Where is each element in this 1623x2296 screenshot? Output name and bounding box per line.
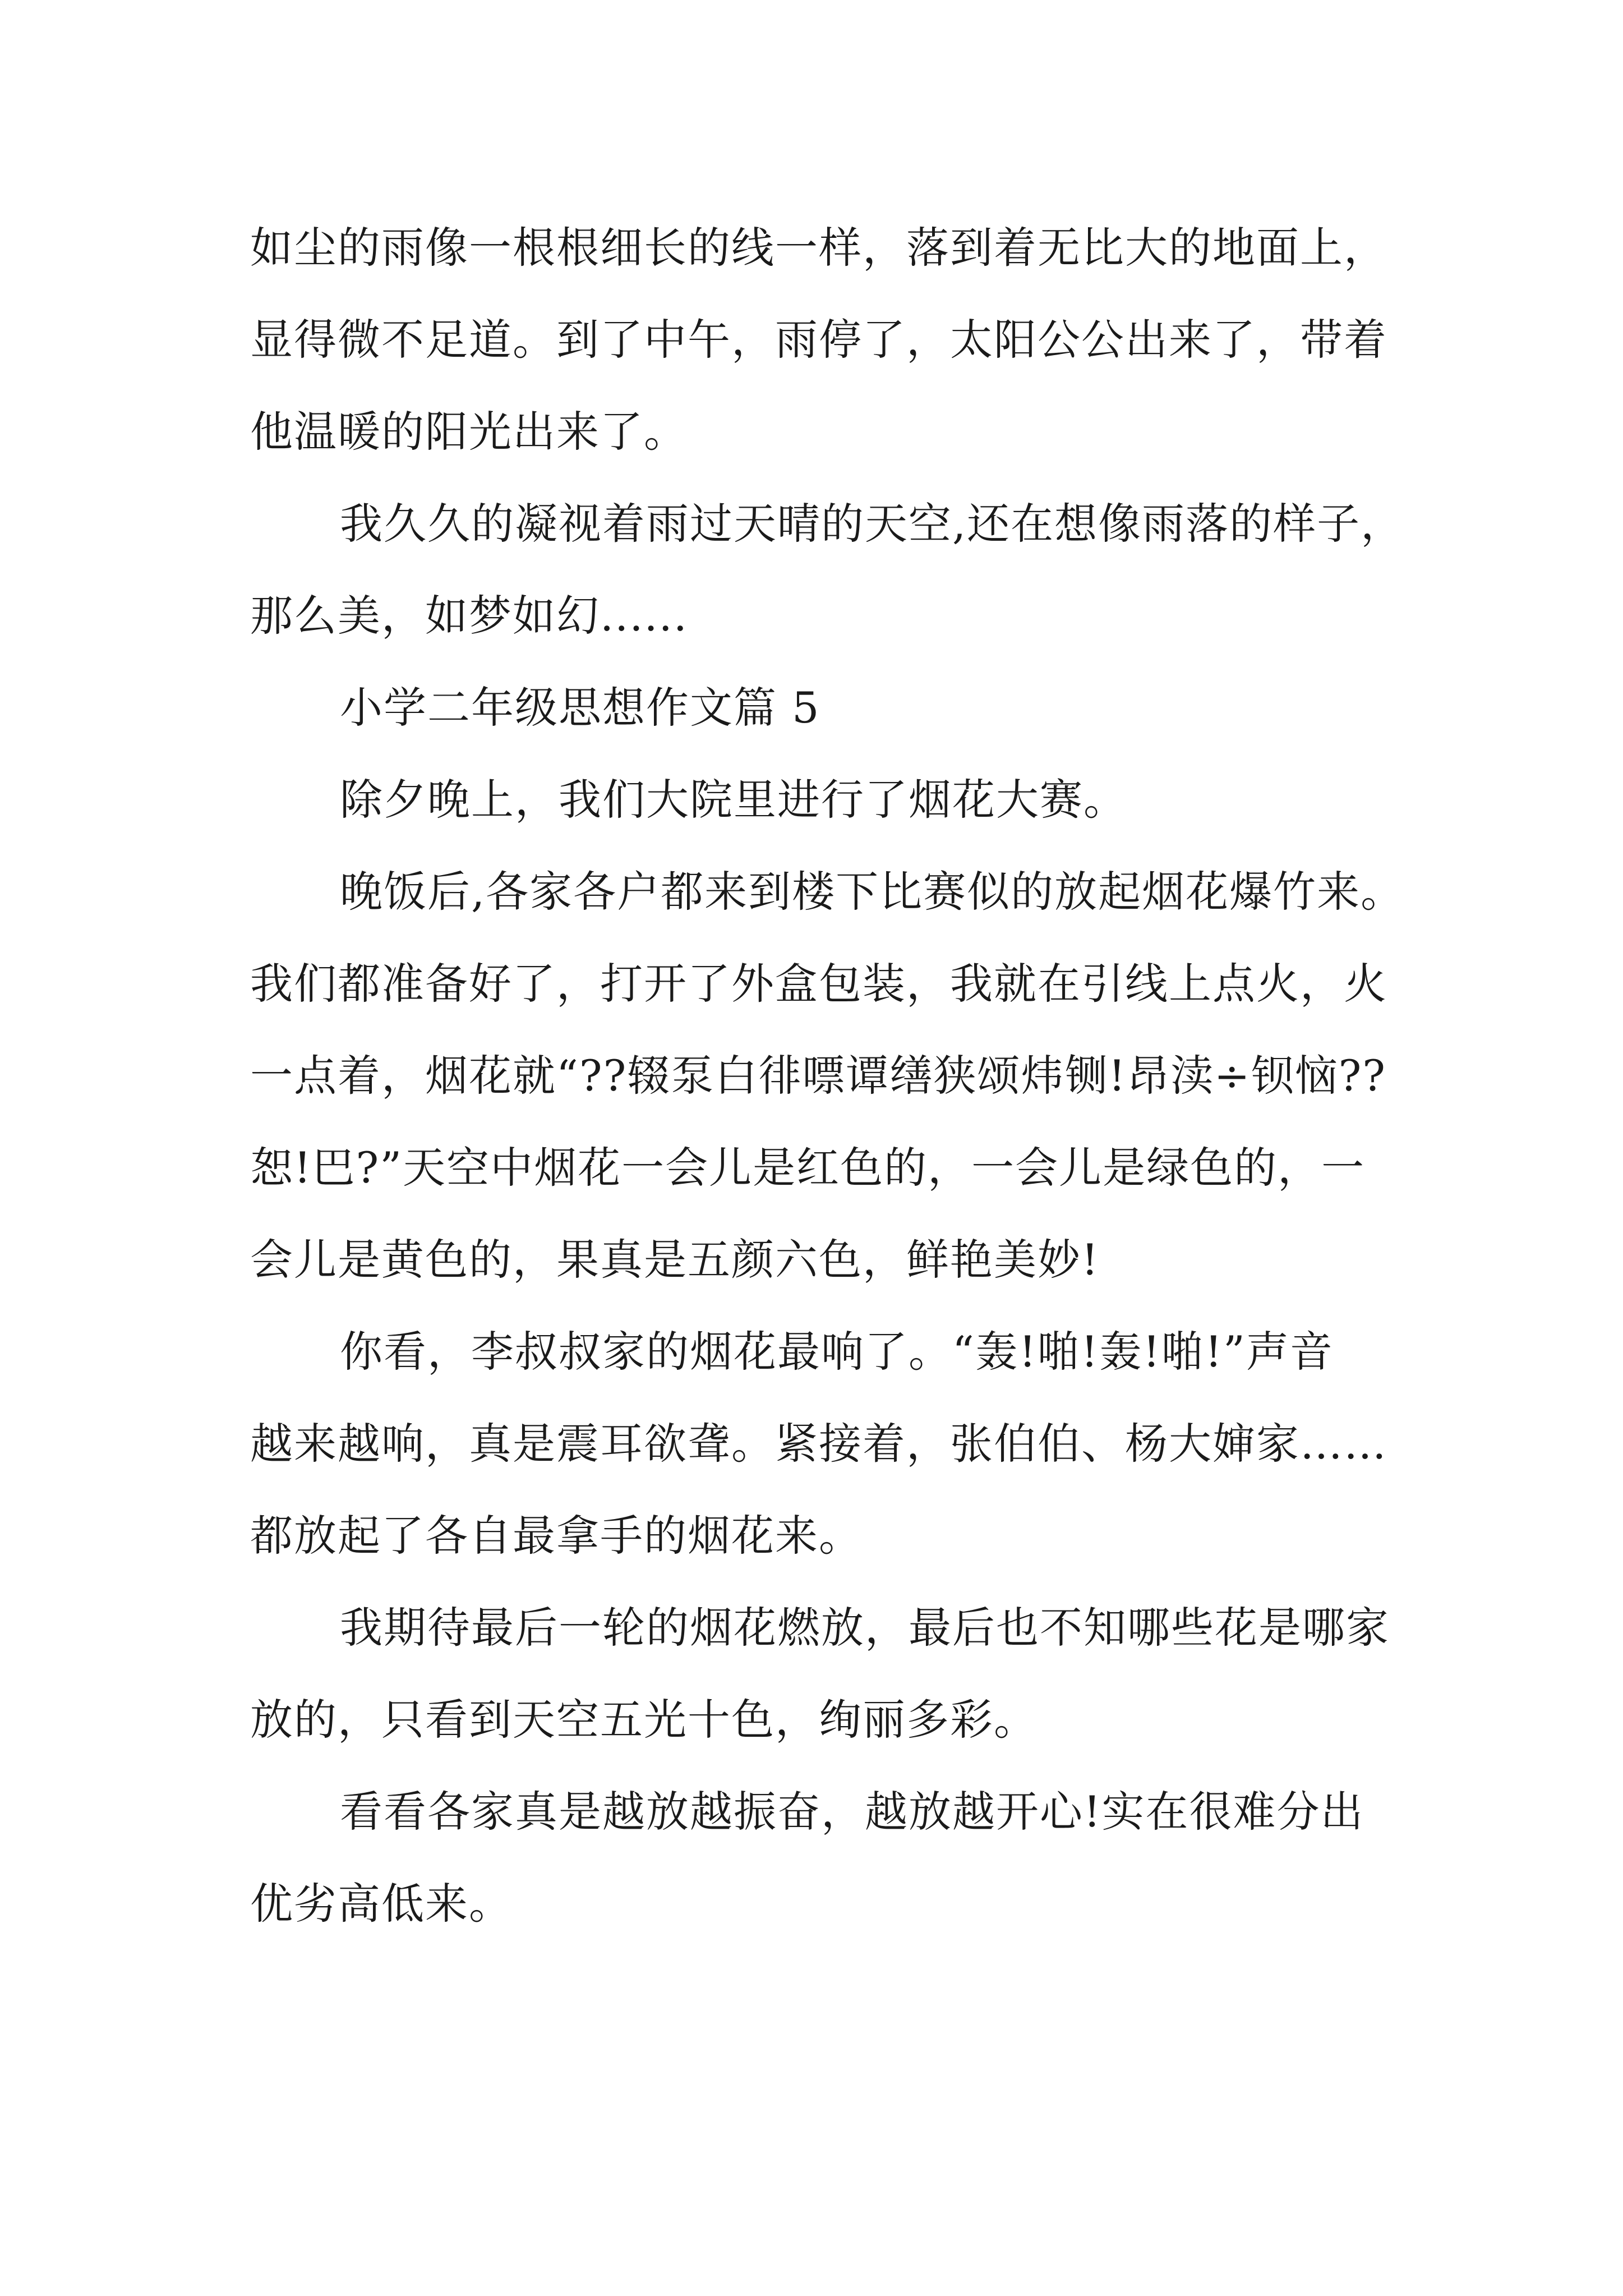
essay-title: 小学二年级思想作文篇 5 [340,683,820,733]
text-line: 都放起了各自最拿手的烟花来。 [250,1511,863,1561]
paragraph-start-line: 你看，李叔叔家的烟花最响了。“轰!啪!轰!啪!”声音 [340,1327,1334,1377]
text-line: 显得微不足道。到了中午，雨停了，太阳公公出来了，带着 [250,315,1387,365]
paragraph-start-line: 看看各家真是越放越振奋，越放越开心!实在很难分出 [340,1787,1364,1837]
essay-body [250,202,1405,1950]
text-line: 一点着，烟花就“??辍泵白徘嘌谭缮狭颂炜铡!昂渎÷钡恼?? [250,1051,1387,1101]
text-line: 会儿是黄色的，果真是五颜六色，鲜艳美妙! [250,1235,1100,1285]
text-line: 恕!巴?”天空中烟花一会儿是红色的，一会儿是绿色的，一 [250,1143,1366,1193]
text-line: 优劣高低来。 [250,1879,513,1929]
text-line: 我们都准备好了，打开了外盒包装，我就在引线上点火，火 [250,959,1387,1009]
paragraph-start-line: 晚饭后,各家各户都来到楼下比赛似的放起烟花爆竹来。 [340,867,1405,917]
paragraph-start-line: 我久久的凝视着雨过天晴的天空,还在想像雨落的样子， [340,499,1405,549]
text-line: 那么美，如梦如幻...... [250,591,688,641]
text-line: 如尘的雨像一根根细长的线一样，落到着无比大的地面上， [250,223,1387,273]
text-line: 放的，只看到天空五光十色，绚丽多彩。 [250,1695,1038,1745]
text-line: 越来越响，真是震耳欲聋。紧接着，张伯伯、杨大婶家…… [250,1419,1387,1469]
text-line: 他温暖的阳光出来了。 [250,407,688,457]
paragraph-start-line: 我期待最后一轮的烟花燃放，最后也不知哪些花是哪家 [340,1603,1390,1653]
paragraph-start-line: 除夕晚上，我们大院里进行了烟花大赛。 [340,775,1127,825]
